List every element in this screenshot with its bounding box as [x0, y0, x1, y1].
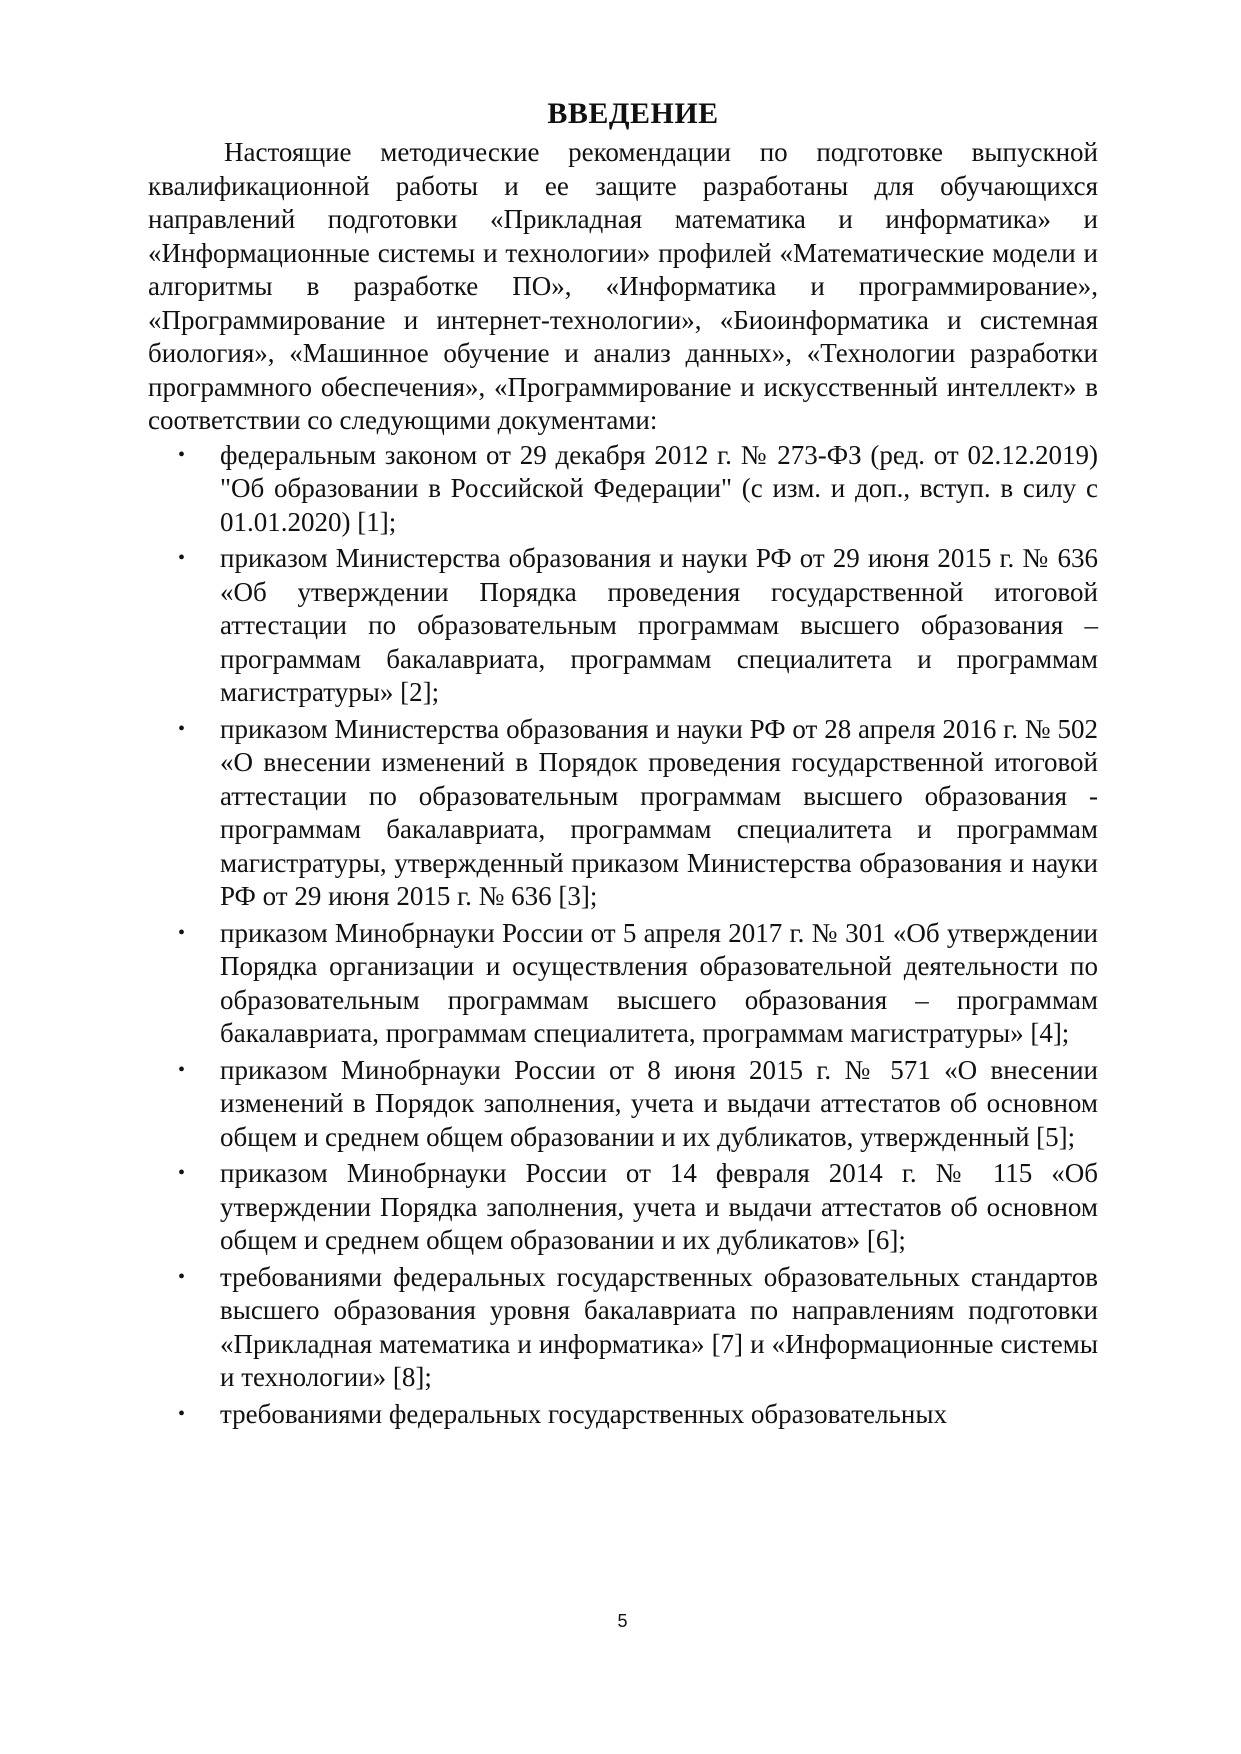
list-item [148, 1261, 1098, 1395]
list-item-text: приказом Минобрнауки России от 5 апреля 2017 г. № 301 «Об утверждении Порядка организации и осуществления образовательной деятельности по образовательным программам высшего образования – программам бакалавриата, программам специалитета, программам магистратуры» [4]; [220, 917, 1098, 1048]
bullet-icon: • [178, 1265, 186, 1288]
page-content [148, 92, 1098, 1431]
list-item-text: федеральным законом от 29 декабря 2012 г. № 273-ФЗ (ред. от 02.12.2019) "Об образовании в Российской Федерации" (с изм. и доп., вступ. в силу с 01.01.2020) [1]; [220, 439, 1098, 537]
list-item-text: приказом Министерства образования и науки РФ от 29 июня 2015 г. № 636 «Об утверждении Порядка проведения государственной итоговой аттестации по образовательным программам высшего образования – программам бакалавриата, программам специалитета и программам магистратуры» [2]; [220, 543, 1098, 707]
list-item [148, 439, 1098, 540]
intro-paragraph: Настоящие методические рекомендации по подготовке выпускной квалификационной работы и ее защите разработаны для обучающихся направлений подготовки «Прикладная математика и информатика» и «Информационные системы и технологии» профилей «Математические модели и алгоритмы в разработке ПО», «Информатика и программирование», «Программирование и интернет-технологии», «Биоинформатика и системная биология», «Машинное обучение и анализ данных», «Технологии разработки программного обеспечения», «Программирование и искусственный интеллект» в соответствии со следующими документами: [148, 137, 1098, 435]
list-item-text: приказом Минобрнауки России от 8 июня 2015 г. № 571 «О внесении изменений в Порядок заполнения, учета и выдачи аттестатов об основном общем и среднем общем образовании и их дубликатов, утвержденный [5]; [220, 1054, 1098, 1152]
page-number: 5 [617, 1611, 628, 1631]
list-item [148, 1398, 1098, 1432]
bullet-icon: • [178, 443, 186, 466]
list-item-text: требованиями федеральных государственных образовательных стандартов высшего образования уровня бакалавриата по направлениям подготовки «Прикладная математика и информатика» [7] и «Информационные системы и технологии» [8]; [220, 1261, 1098, 1392]
bullet-icon: • [178, 1058, 186, 1081]
list-item-text: приказом Минобрнауки России от 14 февраля 2014 г. № 115 «Об утверждении Порядка заполнения, учета и выдачи аттестатов об основном общем и среднем общем образовании и их дубликатов» [6]; [220, 1158, 1098, 1255]
section-title: ВВЕДЕНИЕ [547, 97, 719, 130]
documents-list [148, 439, 1098, 1432]
list-item-text: требованиями федеральных государственных образовательных [220, 1398, 947, 1429]
bullet-icon: • [178, 717, 186, 740]
list-item [148, 1054, 1098, 1155]
list-item [148, 917, 1098, 1051]
list-item [148, 1157, 1098, 1258]
bullet-icon: • [178, 1402, 186, 1425]
list-item-text: приказом Министерства образования и науки РФ от 28 апреля 2016 г. № 502 «О внесении изменений в Порядок проведения государственной итоговой аттестации по образовательным программам высшего образования - программам бакалавриата, программам специалитета и программам магистратуры, утвержденный приказом Министерства образования и науки РФ от 29 июня 2015 г. № 636 [3]; [220, 713, 1098, 911]
bullet-icon: • [178, 1162, 186, 1184]
bullet-icon: • [178, 921, 186, 944]
list-item [148, 542, 1098, 710]
list-item [148, 713, 1098, 914]
bullet-icon: • [178, 547, 186, 569]
